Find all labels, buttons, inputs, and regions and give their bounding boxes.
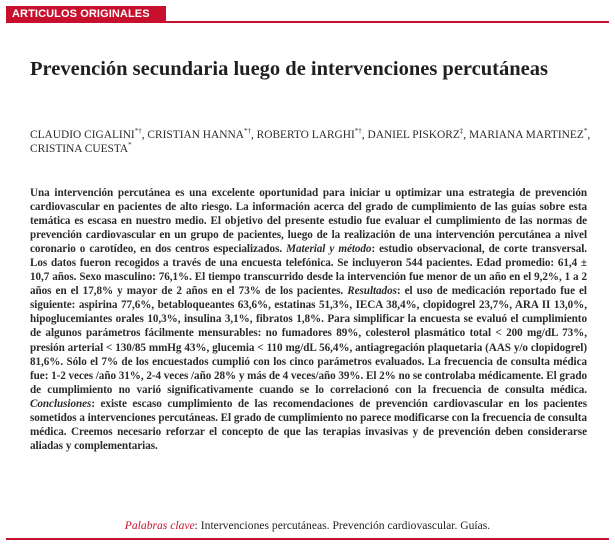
abstract-methods: : estudio observacional, de corte transversal. Los datos fueron recogidos a través de una encuesta telefónica. Se incluyeron 544 pacientes. Edad promedio: 61,4 ± 10,7 años. Sexo masculino: 76,1%. El tiempo transcurrido desde la intervención fue menor de un año en el 9,2%, 1 a 2 años en el 17,8% y mayor de 2 años en el 73% de los pacientes. (30, 243, 587, 298)
abstract-intro: Una intervención percutánea es una excelente oportunidad para iniciar u optimizar una estrategia de prevención cardiovascular en pacientes de alto riesgo. La información acerca del grado de cumplimiento de las guías sobre esta temática es escasa en nuestro medio. El objetivo del presente estudio fue evaluar el cumplimiento de las normas de prevención cardiovascular en un grupo de pacientes, luego de la realización de una intervención percutánea a nivel coronario o carotídeo, en dos centros especializados. (30, 187, 587, 256)
abstract-results: : el uso de medicación reportado fue el siguiente: aspirina 77,6%, betabloqueantes 63,6%, estatinas 51,3%, IECA 38,4%, clopidogrel 23,7%, ARA II 13,0%, hipoglucemiantes orales 10,3%, insulina 3,1%, fibratos 1,8%. Para simplificar la encuesta se evaluó el cumplimiento de algunos parámetros fácilmente mensurables: no fumadores 89%, colesterol plasmático total < 200 mg/dL 73%, presión arterial < 130/85 mmHg 43%, glucemia < 110 mg/dL 56,4%, antiagregación plaquetaria (AAS y/o clopidogrel) 81,6%. Sólo el 7% de los encuestados cumplió con los cinco parámetros evaluados. La frecuencia de consulta médica fue: 1-2 veces /año 31%, 2-4 veces /año 28% y más de 4 veces/año 39%. El 2% no se controlaba médicamente. El grado de cumplimiento no varió significativamente cuando se lo correlacionó con la frecuencia de consulta médica. (30, 285, 587, 396)
conclusions-label: Conclusiones (30, 397, 92, 410)
author: CRISTINA CUESTA* (30, 141, 132, 155)
affiliation-marks: *† (243, 127, 251, 136)
author: CLAUDIO CIGALINI*†, (30, 127, 148, 141)
keywords (0, 519, 615, 532)
author: CRISTIAN HANNA*†, (147, 127, 257, 141)
affiliation-marks: * (583, 127, 588, 136)
affiliation-marks: *† (134, 127, 142, 136)
article-title: Prevención secundaria luego de intervenciones percutáneas (30, 58, 548, 80)
author: MARIANA MARTINEZ*, (469, 127, 591, 141)
keywords-text: : Intervenciones percutáneas. Prevención cardiovascular. Guías. (194, 519, 491, 532)
top-divider (166, 21, 609, 23)
abstract-conclusions: : existe escaso cumplimiento de las recomendaciones de prevención cardiovascular en los pacientes sometidos a intervenciones percutáneas. El grado de cumplimiento no parece modificarse con la frecuencia de consulta médica. Creemos necesario reforzar el concepto de que las terapias invasivas y de prevención deben considerarse aliadas y complementarias. (30, 397, 587, 452)
bottom-divider (6, 538, 609, 540)
abstract (30, 186, 587, 453)
affiliation-marks: * (128, 141, 132, 150)
affiliation-marks: ‡ (459, 127, 464, 136)
author-list (30, 128, 600, 156)
affiliation-marks: *† (354, 127, 362, 136)
author: ROBERTO LARGHI*†, (256, 127, 368, 141)
author: DANIEL PISKORZ‡, (367, 127, 469, 141)
section-label: ARTICULOS ORIGINALES (6, 6, 166, 23)
keywords-label: Palabras clave (124, 519, 195, 532)
methods-label: Material y método (286, 243, 372, 256)
results-label: Resultados (347, 285, 397, 298)
